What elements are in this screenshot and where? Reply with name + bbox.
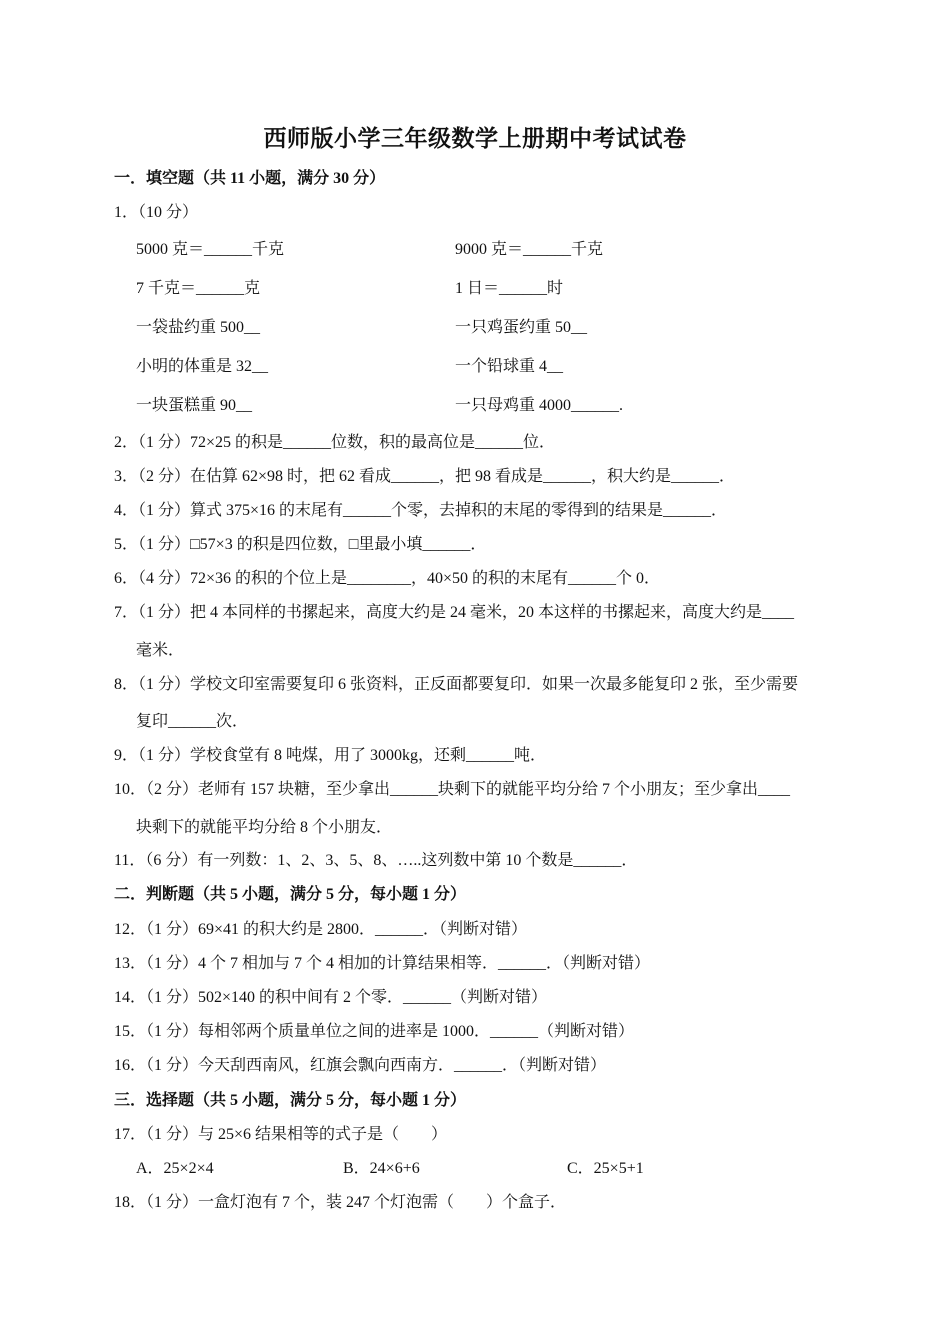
question-15: 15．（1 分）每相邻两个质量单位之间的进率是 1000．______（判断对错） [114,1023,635,1040]
q1-item: 一个铅球重 4__ [455,358,564,375]
question-13: 13．（1 分）4 个 7 相加与 7 个 4 相加的计算结果相等．______．（判断对错） [114,955,651,972]
q1-item: 一只母鸡重 4000______. [455,397,624,414]
question-12: 12．（1 分）69×41 的积大约是 2800．______．（判断对错） [114,921,528,938]
question-1-head: 1．（10 分） [114,204,199,221]
q1-item: 一只鸡蛋约重 50__ [455,319,588,336]
question-3: 3．（2 分）在估算 62×98 时，把 62 看成______，把 98 看成是______，积大约是______． [114,468,736,485]
q1-item: 7 千克＝______克 [136,280,261,297]
page-title: 西师版小学三年级数学上册期中考试试卷 [263,126,687,151]
question-16: 16．（1 分）今天刮西南风，红旗会飘向西南方．______．（判断对错） [114,1057,607,1074]
choice-a: A．25×2×4 [136,1160,214,1177]
question-7-continued: 毫米． [136,642,185,659]
q1-item: 一块蛋糕重 90__ [136,397,253,414]
question-4: 4．（1 分）算式 375×16 的末尾有______个零，去掉积的末尾的零得到的结果是______． [114,502,728,519]
question-11: 11．（6 分）有一列数：1、2、3、5、8、…..这列数中第 10 个数是______． [114,852,638,869]
question-8: 8．（1 分）学校文印室需要复印 6 张资料，正反面都要复印．如果一次最多能复印 2 张，至少需要 [114,676,799,693]
q1-item: 9000 克＝______千克 [455,241,604,258]
q1-item: 一袋盐约重 500__ [136,319,261,336]
question-18: 18．（1 分）一盒灯泡有 7 个，装 247 个灯泡需（ ）个盒子． [114,1194,567,1211]
question-8-continued: 复印______次． [136,713,249,730]
question-10: 10．（2 分）老师有 157 块糖，至少拿出______块剩下的就能平均分给 7 个小朋友；至少拿出____ [114,781,791,798]
question-5: 5．（1 分）□57×3 的积是四位数，□里最小填______． [114,536,487,553]
question-14: 14．（1 分）502×140 的积中间有 2 个零．______（判断对错） [114,989,548,1006]
choice-b: B．24×6+6 [343,1160,420,1177]
question-7: 7．（1 分）把 4 本同样的书摞起来，高度大约是 24 毫米，20 本这样的书摞起来，高度大约是____ [114,604,795,621]
section-heading-true-false: 二．判断题（共 5 小题，满分 5 分，每小题 1 分） [114,886,467,903]
question-2: 2．（1 分）72×25 的积是______位数，积的最高位是______位． [114,434,556,451]
question-6: 6．（4 分）72×36 的积的个位上是________，40×50 的积的末尾有______个 0． [114,570,661,587]
q1-item: 5000 克＝______千克 [136,241,285,258]
q1-item: 小明的体重是 32__ [136,358,269,375]
section-heading-fill-in: 一．填空题（共 11 小题，满分 30 分） [114,170,386,187]
choice-c: C．25×5+1 [567,1160,644,1177]
question-10-continued: 块剩下的就能平均分给 8 个小朋友． [136,819,393,836]
question-9: 9．（1 分）学校食堂有 8 吨煤，用了 3000kg，还剩______吨． [114,747,547,764]
q1-item: 1 日＝______时 [455,280,564,297]
question-17: 17．（1 分）与 25×6 结果相等的式子是（ ） [114,1126,448,1143]
section-heading-multiple-choice: 三．选择题（共 5 小题，满分 5 分，每小题 1 分） [114,1092,467,1109]
